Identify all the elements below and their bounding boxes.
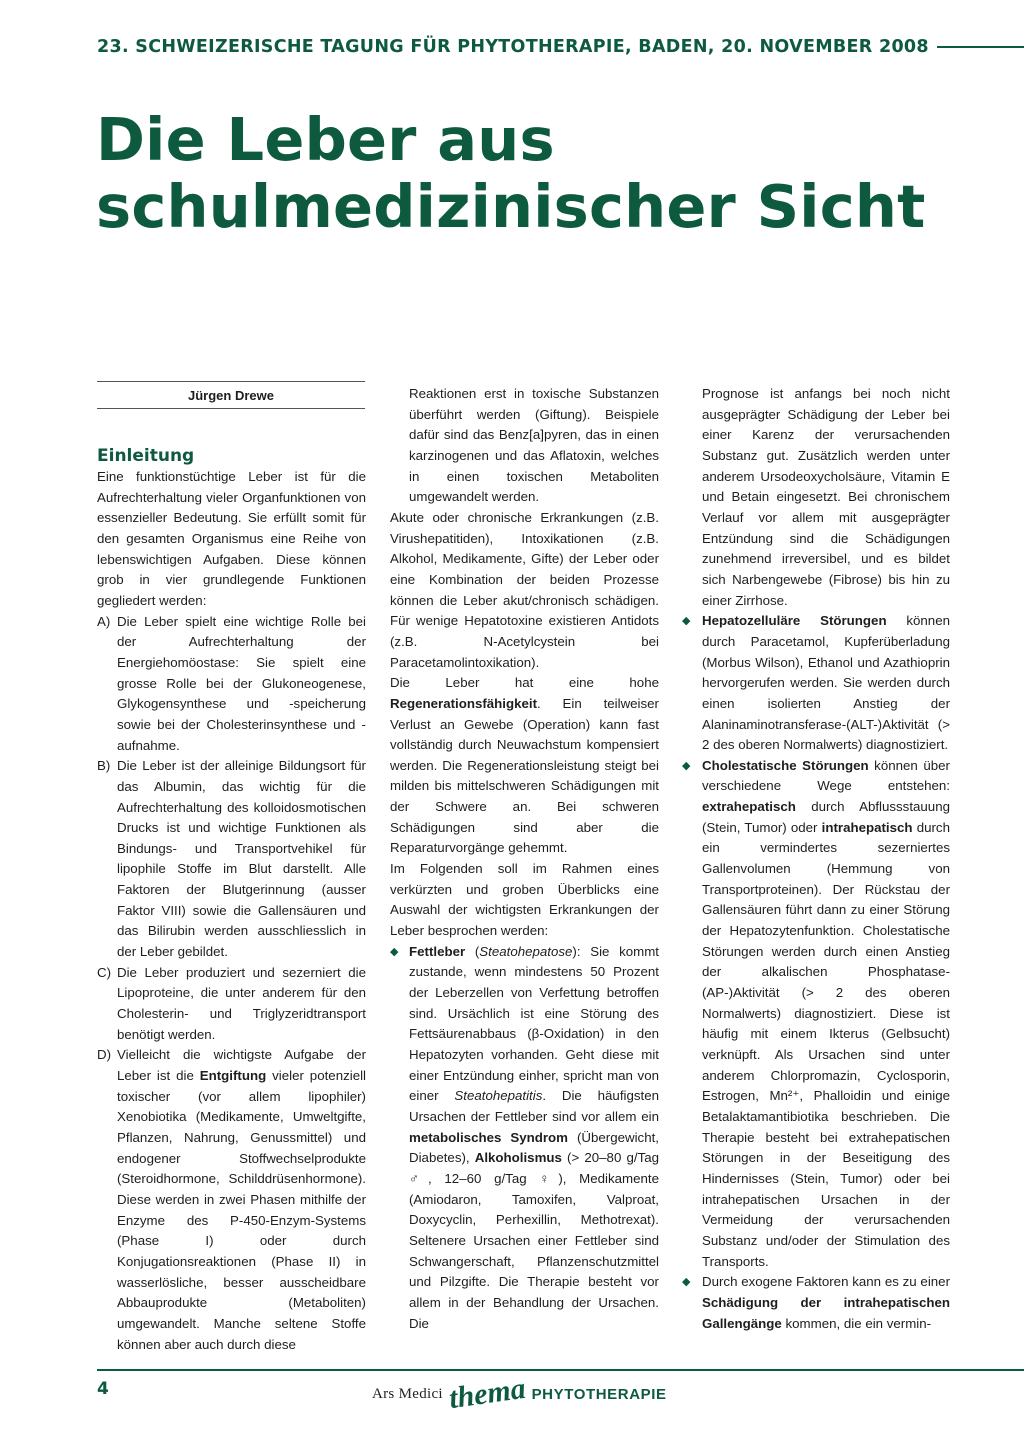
- bullet-item: [682, 1272, 950, 1334]
- text-run: durch ein vermindertes sezerniertes Gallenvolumen (Hemmung von Transportproteinen). Der Rückstau der Gallensäuren führt dann zu einer Störung der Hepatozytenfunktion. Cholestatische Störungen werden durch einen Anstieg der alkalischen Phosphatase-(AP-)Aktivität (> 2 des oberen Normalwerts) diagnostiziert. Diese ist häufig mit einem Ikterus (Gelbsucht) verknüpft. Als Ursachen sind unter anderem Chlorpromazin, Cyclosporin, Estrogen, Mn²⁺, Phalloidin und einige Betalaktamantibiotika beschrieben. Die Therapie besteht bei extrahepatischen Störungen in der Beseitigung des Hindernisses (Stein, Tumor) oder bei intrahepatischen Ursachen in der Vermeidung der verursachenden Substanz und/oder der Stimulation des Transports.: [702, 819, 950, 1269]
- text-run: vieler potenziell toxischer (vor allem lipophiler) Xenobiotika (Medikamente, Umweltgifte, Pflanzen, Nahrung, Genussmittel) und endogener Stoffwechselprodukte (Steroidhormone, Schilddrüsenhormone). Diese werden in zwei Phasen mithilfe der Enzyme des P-450-Enzym-Systems (Phase I) oder durch Konjugationsreaktionen (Phase II) in wasserlösliche, besser ausscheidbare Abbauprodukte (Metaboliten) umgewandelt. Manche seltene Stoffe können aber auch durch diese: [117, 1068, 366, 1352]
- list-item-label: A): [97, 613, 111, 629]
- bullet-item: [390, 942, 659, 1334]
- list-item-label: D): [97, 1047, 112, 1063]
- continued-paragraph: Prognose ist anfangs bei noch nicht ausgeprägter Schädigung der Leber bei einer Karenz der verursachenden Substanz gut. Zusätzlich werden unter anderem Ursodeoxycholsäure, Vitamin E und Betain eingesetzt. Bei chronischem Verlauf vor allem mit ausgeprägter Entzündung sind die Schädigungen zunehmend irreversibel, und es bildet sich Narbengewebe (Fibrose) bis hin zu einer Zirrhose.: [702, 386, 950, 608]
- bold-term: extrahepatisch: [702, 799, 796, 815]
- paragraph: Akute oder chronische Erkrankungen (z.B. Virushepatitiden), Intoxikationen (z.B. Alkohol, Medikamente, Gifte) der Leber oder eine Kombination der beiden Prozesse können die Leber akut/chronisch schädigen. Für wenige Hepatotoxine existieren Antidots (z.B. N-Acetylcystein bei Paracetamolintoxikation).: [390, 509, 659, 670]
- bullet-diamond-icon: ◆: [682, 759, 691, 772]
- italic-term: Steatohepatose: [479, 943, 573, 959]
- brand-ars-medici: Ars Medici: [372, 1385, 443, 1402]
- text-run: kommen, die ein vermin-: [781, 1315, 932, 1331]
- text-run: können über verschiedene Wege entstehen:: [702, 757, 950, 794]
- bold-term: metabolisches Syndrom: [409, 1129, 568, 1145]
- list-item: [97, 612, 366, 757]
- text-run: (Übergewicht, Diabetes),: [409, 1129, 659, 1166]
- conference-header: [97, 32, 1024, 62]
- list-item-text: Die Leber produziert und sezerniert die Lipoproteine, die unter anderem für den Cholesterin- und Triglyzeridtransport benötigt werden.: [117, 964, 366, 1042]
- list-item-text: [117, 1045, 366, 1355]
- text-run: Durch exogene Faktoren kann es zu einer: [702, 1274, 950, 1290]
- article-title-line-1: Die Leber aus: [96, 105, 555, 174]
- brand-section-name: PHYTOTHERAPIE: [531, 1385, 667, 1403]
- bullet-diamond-icon: ◆: [390, 945, 399, 958]
- italic-term: Steatohepatitis: [454, 1088, 543, 1104]
- bold-term: Entgiftung: [199, 1068, 267, 1084]
- text-run: . Ein teilweiser Verlust an Gewebe (Operation) kann fast vollständig durch Neuwachstum kompensiert werden. Die Regenerationsleistung steigt bei milden bis mittelschweren Schädigungen mit der Schwere an. Bei schweren Schädigungen sind aber die Reparaturvorgänge gehemmt.: [390, 695, 659, 856]
- footer-rule: [97, 1369, 1024, 1371]
- header-rule: [937, 46, 1024, 48]
- bullet-diamond-icon: ◆: [682, 1276, 691, 1289]
- article-title-line-2: schulmedizinischer Sicht: [96, 172, 926, 241]
- column-1: [97, 445, 366, 1355]
- bold-term: Fettleber: [409, 943, 466, 959]
- text-run: können durch Paracetamol, Kupferüberladung (Morbus Wilson), Ethanol und Azathioprin hervorgerufen werden. Sie werden durch einen isolierten Anstieg der Alaninaminotransferase-(ALT-)Aktivität (> 2 des oberen Normalwerts) diagnostiziert.: [702, 613, 950, 753]
- bold-term: Cholestatische Störungen: [702, 757, 869, 773]
- bullet-text: [409, 942, 659, 1334]
- author-byline: [97, 381, 365, 409]
- bold-term: Regenerationsfähigkeit: [390, 695, 538, 711]
- intro-paragraph: Eine funktionstüchtige Leber ist für die Aufrechterhaltung vieler Organfunktionen von essenzieller Bedeutung. Sie erfüllt somit für den gesamten Organismus eine Reihe von lebenswichtigen Aufgaben. Diese können grob in vier grundlegende Funktionen gegliedert werden:: [97, 469, 366, 608]
- paragraph: [390, 673, 659, 859]
- text-run: durch Abflussstauung (Stein, Tumor) oder: [702, 799, 950, 835]
- bullet-item: [682, 756, 950, 1272]
- text-run: ): Sie kommt zustande, wenn mindestens 50 Prozent der Leberzellen von Verfettung betroffen sind. Ursächlich ist eine Störung des Fettsäurenabbaus (β-Oxidation) in den Hepatozyten vorhanden. Geht diese mit einer Entzündung einher, spricht man von einer: [409, 943, 659, 1104]
- bullet-text: [702, 1272, 950, 1334]
- text-run: Vielleicht die wichtigste Aufgabe der Leber ist die: [117, 1047, 366, 1084]
- continued-paragraph: Reaktionen erst in toxische Substanzen überführt werden (Giftung). Beispiele dafür sind das Benz[a]pyren, das in einen karzinogenen und das Aflatoxin, welches in einen toxischen Metaboliten umgewandelt werden.: [409, 386, 659, 505]
- text-run: (: [465, 943, 480, 959]
- author-name: Jürgen Drewe: [188, 387, 274, 403]
- list-item-text: Die Leber ist der alleinige Bildungsort für das Albumin, das wichtig für die Aufrechterhaltung des kolloidosmotischen Drucks ist und wichtige Funktionen als Bindungs- und Transportvehikel für lipophile Stoffe im Blut darstellt. Alle Faktoren der Blutgerinnung (ausser Faktor VIII) sowie die Gallensäuren und das Bilirubin werden ausschliesslich in der Leber gebildet.: [117, 758, 366, 960]
- text-run: (> 20–80 g/Tag ♂, 12–60 g/Tag ♀), Medikamente (Amiodaron, Tamoxifen, Valproat, Doxycyclin, Perhexillin, Methotrexat). Seltenere Ursachen einer Fettleber sind Schwangerschaft, Pflanzenschutzmittel und Pilzgifte. Die Therapie besteht vor allem in der Behandlung der Ursachen. Die: [409, 1150, 660, 1331]
- bullet-text: [702, 611, 950, 756]
- conference-header-text: 23. SCHWEIZERISCHE TAGUNG FÜR PHYTOTHERAPIE, BADEN, 20. NOVEMBER 2008: [97, 37, 929, 57]
- list-item-text: Die Leber spielt eine wichtige Rolle bei der Aufrechterhaltung der Energiehomöostase: Sie spielt eine grosse Rolle bei der Glukoneogenese, Glykogensynthese und -speicherung sowie bei der Cholesterinsynthese und -aufnahme.: [117, 613, 366, 753]
- column-3: [682, 384, 950, 1334]
- bold-term: Alkoholismus: [474, 1150, 562, 1166]
- paragraph: Im Folgenden soll im Rahmen eines verkürzten und groben Überblicks eine Auswahl der wichtigsten Erkrankungen der Leber besprochen werden:: [390, 861, 659, 939]
- bold-term: intrahepatisch: [821, 819, 913, 835]
- bullet-diamond-icon: ◆: [682, 615, 691, 628]
- list-item: [97, 1045, 366, 1355]
- text-run: Die Leber hat eine hohe: [390, 675, 659, 691]
- list-item-label: C): [97, 964, 112, 980]
- column-2: [390, 384, 659, 1334]
- bold-term: Hepatozelluläre Störungen: [702, 613, 887, 629]
- page-number: 4: [97, 1379, 109, 1399]
- brand-thema-logo: thema: [446, 1371, 528, 1416]
- section-heading: Einleitung: [97, 446, 195, 466]
- list-item: [97, 756, 366, 963]
- list-item-label: B): [97, 758, 111, 774]
- list-item: [97, 963, 366, 1046]
- bold-term: Schädigung der intrahepatischen Gallengänge: [702, 1294, 950, 1331]
- publication-brand: [372, 1371, 667, 1416]
- bullet-text: [702, 756, 950, 1272]
- text-run: . Die häufigsten Ursachen der Fettleber sind vor allem ein: [409, 1088, 659, 1124]
- article-title: [96, 106, 926, 240]
- bullet-item: [682, 611, 950, 756]
